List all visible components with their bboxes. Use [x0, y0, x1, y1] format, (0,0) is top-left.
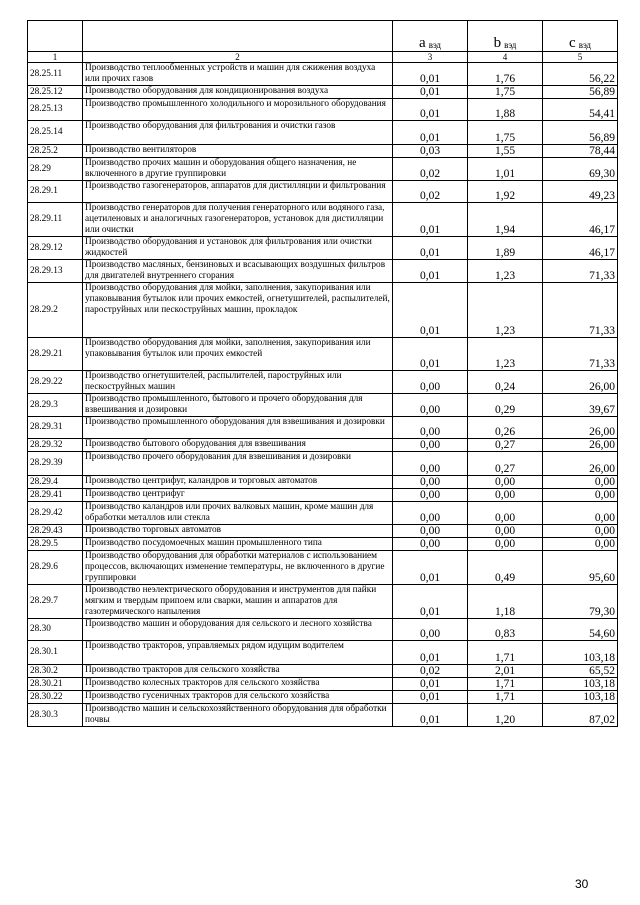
row-code: 28.25.11 — [28, 63, 83, 86]
row-name: Производство прочего оборудования для взвешивания и дозировки — [83, 452, 393, 476]
row-c-value: 71,33 — [543, 338, 618, 371]
row-c-value: 71,33 — [543, 260, 618, 283]
row-code: 28.29.42 — [28, 502, 83, 525]
table-row — [28, 145, 618, 158]
row-b-value: 0,27 — [468, 452, 543, 476]
table-row — [28, 585, 618, 619]
row-c-value: 26,00 — [543, 417, 618, 439]
header-cell-b: b $_{вэд}$ — [468, 21, 543, 52]
row-a-value: 0,01 — [393, 237, 468, 260]
row-b-value: 1,71 — [468, 678, 543, 691]
row-b-value: 1,01 — [468, 158, 543, 181]
row-c-value: 46,17 — [543, 203, 618, 237]
header-cell-a: a $_{вэд}$ — [393, 21, 468, 52]
row-name: Производство газогенераторов, аппаратов для дистилляции и фильтрования — [83, 181, 393, 203]
row-name: Производство центрифуг, каландров и торговых автоматов — [83, 476, 393, 489]
row-a-value: 0,01 — [393, 121, 468, 145]
row-c-value: 26,00 — [543, 439, 618, 452]
row-name: Производство промышленного холодильного и морозильного оборудования — [83, 99, 393, 121]
row-c-value: 26,00 — [543, 371, 618, 394]
row-name: Производство вентиляторов — [83, 145, 393, 158]
row-name: Производство огнетушителей, распылителей, пароструйных или пескоструйных машин — [83, 371, 393, 394]
table-row — [28, 502, 618, 525]
row-c-value: 26,00 — [543, 452, 618, 476]
row-c-value: 39,67 — [543, 394, 618, 417]
table-row — [28, 476, 618, 489]
row-c-value: 71,33 — [543, 283, 618, 338]
table-body — [28, 63, 618, 727]
row-name: Производство машин и оборудования для сельского и лесного хозяйства — [83, 619, 393, 641]
row-a-value: 0,01 — [393, 691, 468, 704]
row-code: 28.29.5 — [28, 538, 83, 551]
row-a-value: 0,01 — [393, 641, 468, 665]
row-c-value: 87,02 — [543, 704, 618, 727]
row-a-value: 0,01 — [393, 63, 468, 86]
row-b-value: 1,88 — [468, 99, 543, 121]
table-row — [28, 99, 618, 121]
row-name: Производство промышленного, бытового и прочего оборудования для взвешивания и дозировки — [83, 394, 393, 417]
row-b-value: 0,26 — [468, 417, 543, 439]
table-row — [28, 181, 618, 203]
row-b-value: 1,75 — [468, 86, 543, 99]
row-a-value: 0,02 — [393, 158, 468, 181]
row-name: Производство торговых автоматов — [83, 525, 393, 538]
row-code: 28.25.12 — [28, 86, 83, 99]
row-b-value: 0,27 — [468, 439, 543, 452]
row-name: Производство каландров или прочих валковых машин, кроме машин для обработки металлов или стекла — [83, 502, 393, 525]
row-b-value: 0,49 — [468, 551, 543, 585]
row-code: 28.29.3 — [28, 394, 83, 417]
row-code: 28.29.31 — [28, 417, 83, 439]
row-c-value: 0,00 — [543, 525, 618, 538]
row-b-value: 0,83 — [468, 619, 543, 641]
coefficients-table — [27, 20, 618, 727]
row-c-value: 0,00 — [543, 489, 618, 502]
row-code: 28.30.21 — [28, 678, 83, 691]
table-row — [28, 237, 618, 260]
table-row — [28, 203, 618, 237]
row-b-value: 1,71 — [468, 641, 543, 665]
table-row — [28, 691, 618, 704]
row-code: 28.30.2 — [28, 665, 83, 678]
table-row — [28, 394, 618, 417]
row-name: Производство бытового оборудования для взвешивания — [83, 439, 393, 452]
row-a-value: 0,00 — [393, 525, 468, 538]
table-row — [28, 417, 618, 439]
row-c-value: 0,00 — [543, 476, 618, 489]
row-code: 28.29.4 — [28, 476, 83, 489]
row-a-value: 0,02 — [393, 665, 468, 678]
row-c-value: 56,89 — [543, 121, 618, 145]
row-a-value: 0,00 — [393, 417, 468, 439]
row-name: Производство прочих машин и оборудования общего назначения, не включенного в другие группировки — [83, 158, 393, 181]
row-code: 28.29.11 — [28, 203, 83, 237]
row-b-value: 2,01 — [468, 665, 543, 678]
row-b-value: 1,75 — [468, 121, 543, 145]
row-b-value: 1,23 — [468, 283, 543, 338]
row-name: Производство колесных тракторов для сельского хозяйства — [83, 678, 393, 691]
table-row — [28, 452, 618, 476]
row-code: 28.29.7 — [28, 585, 83, 619]
row-b-value: 1,23 — [468, 260, 543, 283]
row-a-value: 0,00 — [393, 502, 468, 525]
row-name: Производство тракторов для сельского хозяйства — [83, 665, 393, 678]
row-name: Производство генераторов для получения генераторного или водяного газа, ацетиленовых и аналогичных газогенераторов, установок для дистилляции или очистки — [83, 203, 393, 237]
row-code: 28.25.14 — [28, 121, 83, 145]
column-number: 4 — [468, 52, 543, 63]
row-a-value: 0,00 — [393, 439, 468, 452]
row-b-value: 1,71 — [468, 691, 543, 704]
table-row — [28, 641, 618, 665]
table-row — [28, 260, 618, 283]
row-b-value: 0,29 — [468, 394, 543, 417]
row-code: 28.29.12 — [28, 237, 83, 260]
row-name: Производство оборудования для кондиционирования воздуха — [83, 86, 393, 99]
row-a-value: 0,02 — [393, 181, 468, 203]
row-a-value: 0,00 — [393, 452, 468, 476]
row-c-value: 0,00 — [543, 538, 618, 551]
table-row — [28, 704, 618, 727]
row-name: Производство оборудования для мойки, заполнения, закупоривания или упаковывания бутылок или прочих емкостей, огнетушителей, распылителей, пароструйных или пескоструйных машин, прокладок — [83, 283, 393, 338]
row-c-value: 46,17 — [543, 237, 618, 260]
header-cell-code — [28, 21, 83, 52]
row-b-value: 1,18 — [468, 585, 543, 619]
row-a-value: 0,00 — [393, 476, 468, 489]
row-code: 28.30 — [28, 619, 83, 641]
row-c-value: 79,30 — [543, 585, 618, 619]
row-a-value: 0,01 — [393, 551, 468, 585]
row-code: 28.29.43 — [28, 525, 83, 538]
row-name: Производство оборудования и установок для фильтрования или очистки жидкостей — [83, 237, 393, 260]
row-name: Производство промышленного оборудования для взвешивания и дозировки — [83, 417, 393, 439]
row-b-value: 0,00 — [468, 476, 543, 489]
row-code: 28.29.1 — [28, 181, 83, 203]
row-name: Производство теплообменных устройств и машин для сжижения воздуха или прочих газов — [83, 63, 393, 86]
row-code: 28.29.32 — [28, 439, 83, 452]
row-code: 28.25.2 — [28, 145, 83, 158]
row-b-value: 1,94 — [468, 203, 543, 237]
row-code: 28.29.22 — [28, 371, 83, 394]
row-a-value: 0,01 — [393, 260, 468, 283]
table-row — [28, 121, 618, 145]
table-row — [28, 538, 618, 551]
row-c-value: 103,18 — [543, 641, 618, 665]
row-code: 28.29.13 — [28, 260, 83, 283]
table-header-row — [28, 21, 618, 52]
row-c-value: 54,41 — [543, 99, 618, 121]
row-code: 28.29.2 — [28, 283, 83, 338]
column-number: 1 — [28, 52, 83, 63]
row-name: Производство посудомоечных машин промышленного типа — [83, 538, 393, 551]
row-a-value: 0,01 — [393, 99, 468, 121]
row-code: 28.30.3 — [28, 704, 83, 727]
row-a-value: 0,00 — [393, 371, 468, 394]
table-row — [28, 678, 618, 691]
header-cell-c: c $_{вэд}$ — [543, 21, 618, 52]
row-b-value: 0,00 — [468, 502, 543, 525]
row-name: Производство машин и сельскохозяйственного оборудования для обработки почвы — [83, 704, 393, 727]
row-b-value: 1,89 — [468, 237, 543, 260]
row-b-value: 1,92 — [468, 181, 543, 203]
table-row — [28, 63, 618, 86]
row-name: Производство гусеничных тракторов для сельского хозяйства — [83, 691, 393, 704]
row-name: Производство масляных, бензиновых и всасывающих воздушных фильтров для двигателей внутреннего сгорания — [83, 260, 393, 283]
table-row — [28, 86, 618, 99]
row-code: 28.29.21 — [28, 338, 83, 371]
table-row — [28, 619, 618, 641]
row-a-value: 0,01 — [393, 585, 468, 619]
table-row — [28, 489, 618, 502]
row-b-value: 1,76 — [468, 63, 543, 86]
row-code: 28.30.22 — [28, 691, 83, 704]
row-a-value: 0,00 — [393, 489, 468, 502]
row-a-value: 0,00 — [393, 394, 468, 417]
row-a-value: 0,01 — [393, 283, 468, 338]
row-a-value: 0,01 — [393, 338, 468, 371]
row-c-value: 69,30 — [543, 158, 618, 181]
row-c-value: 56,89 — [543, 86, 618, 99]
row-a-value: 0,00 — [393, 538, 468, 551]
row-c-value: 103,18 — [543, 691, 618, 704]
row-name: Производство оборудования для обработки материалов с использованием процессов, включающих изменение температуры, не включенного в другие группировки — [83, 551, 393, 585]
row-b-value: 1,20 — [468, 704, 543, 727]
column-number: 5 — [543, 52, 618, 63]
row-c-value: 65,52 — [543, 665, 618, 678]
row-b-value: 0,00 — [468, 489, 543, 502]
row-b-value: 1,55 — [468, 145, 543, 158]
table-row — [28, 525, 618, 538]
table-row — [28, 283, 618, 338]
row-code: 28.29.41 — [28, 489, 83, 502]
row-c-value: 56,22 — [543, 63, 618, 86]
row-name: Производство тракторов, управляемых рядом идущим водителем — [83, 641, 393, 665]
table-row — [28, 338, 618, 371]
row-c-value: 95,60 — [543, 551, 618, 585]
table-row — [28, 158, 618, 181]
row-name: Производство центрифуг — [83, 489, 393, 502]
row-a-value: 0,01 — [393, 203, 468, 237]
row-a-value: 0,01 — [393, 704, 468, 727]
row-a-value: 0,03 — [393, 145, 468, 158]
row-name: Производство неэлектрического оборудования и инструментов для пайки мягким и твердым припоем или сварки, машин и аппаратов для газотермического напыления — [83, 585, 393, 619]
table-row — [28, 371, 618, 394]
row-a-value: 0,01 — [393, 678, 468, 691]
page-number: 30 — [575, 877, 589, 891]
row-c-value: 103,18 — [543, 678, 618, 691]
row-a-value: 0,01 — [393, 86, 468, 99]
row-a-value: 0,00 — [393, 619, 468, 641]
row-b-value: 1,23 — [468, 338, 543, 371]
row-name: Производство оборудования для фильтрования и очистки газов — [83, 121, 393, 145]
table-row — [28, 665, 618, 678]
row-c-value: 49,23 — [543, 181, 618, 203]
row-b-value: 0,00 — [468, 525, 543, 538]
row-code: 28.29 — [28, 158, 83, 181]
row-b-value: 0,00 — [468, 538, 543, 551]
row-code: 28.29.6 — [28, 551, 83, 585]
column-number-row — [28, 52, 618, 63]
table-row — [28, 551, 618, 585]
row-c-value: 54,60 — [543, 619, 618, 641]
row-c-value: 78,44 — [543, 145, 618, 158]
row-c-value: 0,00 — [543, 502, 618, 525]
column-number: 3 — [393, 52, 468, 63]
column-number: 2 — [83, 52, 393, 63]
row-code: 28.29.39 — [28, 452, 83, 476]
row-b-value: 0,24 — [468, 371, 543, 394]
header-cell-name — [83, 21, 393, 52]
table-row — [28, 439, 618, 452]
row-name: Производство оборудования для мойки, заполнения, закупоривания или упаковывания бутылок или прочих емкостей — [83, 338, 393, 371]
row-code: 28.25.13 — [28, 99, 83, 121]
row-code: 28.30.1 — [28, 641, 83, 665]
